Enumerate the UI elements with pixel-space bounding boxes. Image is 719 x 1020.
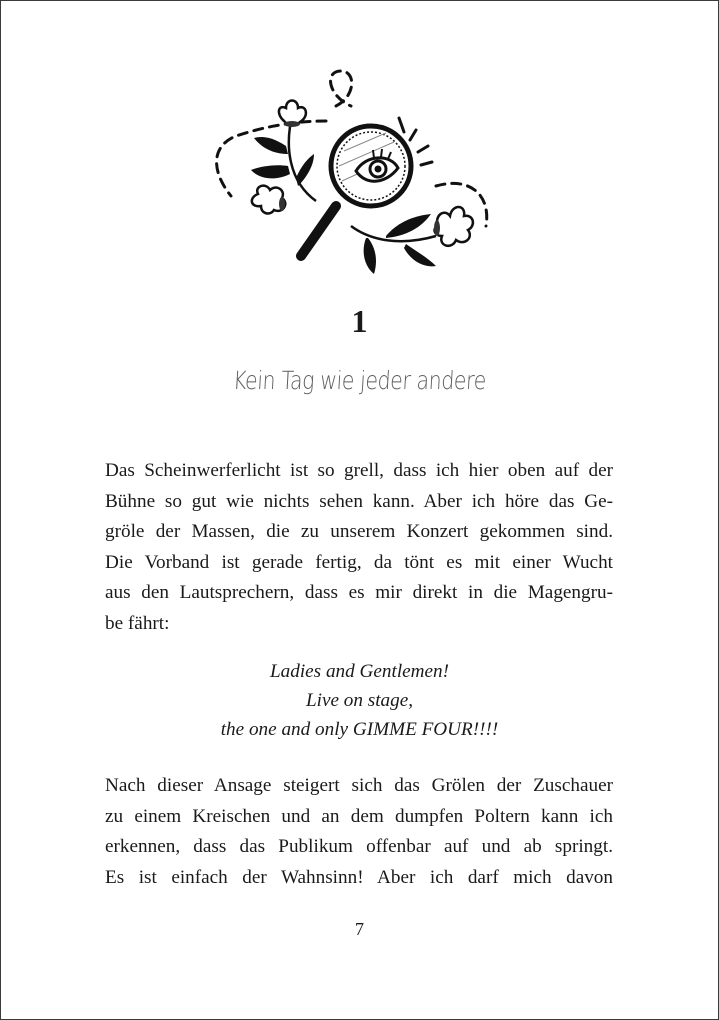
chapter-title: Kein Tag wie jeder andere: [232, 366, 487, 395]
magnifying-glass-eye-illustration: [206, 66, 496, 281]
chapter-number: 1: [351, 303, 368, 339]
quote-line: Live on stage,: [305, 690, 414, 711]
page-number: 7: [355, 919, 364, 939]
text-line: Das Scheinwerferlicht ist so grell, dass ich hier oben auf der: [105, 460, 613, 481]
text-line: Es ist einfach der Wahnsinn! Aber ich darf mich davon: [105, 866, 613, 888]
text-line: Nach dieser Ansage steigert sich das Grölen der Zuschauer: [105, 775, 613, 796]
paragraph-1: [105, 456, 613, 640]
text-line: erkennen, dass das Publikum offenbar auf und ab springt.: [105, 836, 613, 858]
announcement-quote: [1, 657, 718, 744]
paragraph-2: [105, 771, 613, 893]
quote-line: Ladies and Gentlemen!: [269, 661, 450, 682]
text-line: be fährt:: [105, 612, 170, 634]
text-line: aus den Lautsprechern, dass es mir direkt in die Magengru-: [105, 582, 613, 604]
quote-line: the one and only GIMME FOUR!!!!: [220, 719, 499, 740]
text-line: gröle der Massen, die zu unserem Konzert gekommen sind.: [105, 521, 613, 543]
text-line: Die Vorband ist gerade fertig, da tönt es mit einer Wucht: [105, 551, 613, 573]
text-line: zu einem Kreischen und an dem dumpfen Poltern kann ich: [105, 805, 613, 827]
text-line: Bühne so gut wie nichts sehen kann. Aber ich höre das Ge-: [105, 490, 613, 512]
